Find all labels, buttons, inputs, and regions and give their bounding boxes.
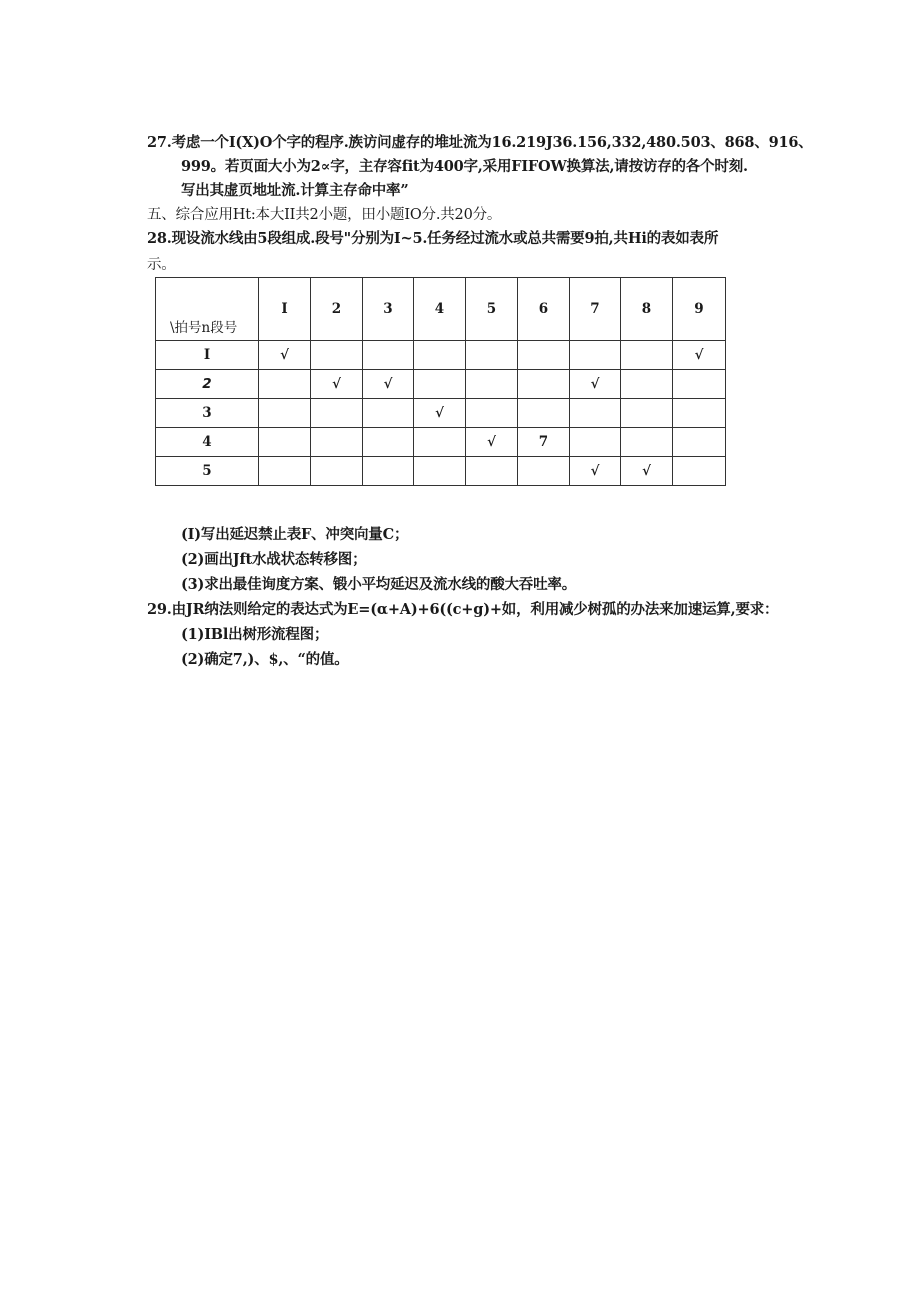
table-cell bbox=[259, 370, 311, 399]
table-cell bbox=[518, 341, 570, 370]
table-row bbox=[156, 370, 726, 399]
table-row bbox=[156, 399, 726, 428]
segment-label: 3 bbox=[156, 399, 259, 428]
q29-subquestion-1: (1)IBl出树形流程图； bbox=[181, 626, 329, 643]
table-cell: √ bbox=[570, 370, 621, 399]
table-header-row bbox=[156, 278, 726, 341]
table-row bbox=[156, 457, 726, 486]
table-row bbox=[156, 341, 726, 370]
table-cell bbox=[518, 457, 570, 486]
table-cell: √ bbox=[621, 457, 673, 486]
beat-header: 2 bbox=[311, 278, 363, 341]
beat-header: 8 bbox=[621, 278, 673, 341]
table-cell: √ bbox=[259, 341, 311, 370]
table-cell bbox=[311, 341, 363, 370]
table-cell: √ bbox=[414, 399, 466, 428]
segment-label: I bbox=[156, 341, 259, 370]
table-cell bbox=[621, 399, 673, 428]
q29-subquestion-2: (2)确定7,)、$,、“的值。 bbox=[181, 651, 349, 668]
table-cell bbox=[570, 341, 621, 370]
q28-subquestion-2: (2)画出Jft水战状态转移图； bbox=[181, 551, 367, 568]
table-cell bbox=[570, 399, 621, 428]
table-cell bbox=[259, 457, 311, 486]
q28-line-2: 示。 bbox=[147, 257, 176, 273]
beat-header: 3 bbox=[363, 278, 414, 341]
table-cell bbox=[466, 457, 518, 486]
table-cell bbox=[518, 370, 570, 399]
table-cell bbox=[414, 370, 466, 399]
table-cell bbox=[673, 399, 726, 428]
q27-line-1: 27.考虑一个I(X)O个字的程序.族访问虚存的堆址流为16.219J36.156,332,480.503、868、916、 bbox=[147, 134, 813, 151]
table-cell bbox=[518, 399, 570, 428]
beat-header: 6 bbox=[518, 278, 570, 341]
segment-label: 5 bbox=[156, 457, 259, 486]
beat-header: 4 bbox=[414, 278, 466, 341]
q28-subquestion-1: (I)写出延迟禁止表F、冲突向量C； bbox=[181, 526, 409, 543]
segment-label: 2 bbox=[156, 370, 259, 399]
q27-line-3: 写出其虚页地址流.计算主存命中率” bbox=[181, 182, 409, 199]
table-cell: √ bbox=[311, 370, 363, 399]
table-cell bbox=[621, 428, 673, 457]
section-5-heading: 五、综合应用Ht:本大II共2小题，田小题IO分.共20分。 bbox=[147, 207, 502, 223]
table-cell bbox=[259, 399, 311, 428]
table-cell bbox=[673, 370, 726, 399]
table-cell bbox=[621, 341, 673, 370]
q29-line-1: 29.由JR纳法则给定的表达式为E=(α+A)+6((c+g)+如，利用减少树孤的办法来加速运算,要求： bbox=[147, 601, 779, 618]
beat-header: 9 bbox=[673, 278, 726, 341]
table-cell: 7 bbox=[518, 428, 570, 457]
table-cell bbox=[466, 341, 518, 370]
q28-subquestion-3: (3)求出最佳询度方案、锻小平均延迟及流水线的酸大吞吐率。 bbox=[181, 576, 577, 593]
reservation-table bbox=[155, 277, 726, 486]
table-cell: √ bbox=[466, 428, 518, 457]
table-cell: √ bbox=[570, 457, 621, 486]
table-cell: √ bbox=[673, 341, 726, 370]
table-cell bbox=[466, 370, 518, 399]
beat-header: I bbox=[259, 278, 311, 341]
table-cell bbox=[466, 399, 518, 428]
table-cell bbox=[570, 428, 621, 457]
table-cell bbox=[414, 457, 466, 486]
table-cell bbox=[311, 457, 363, 486]
table-cell bbox=[363, 428, 414, 457]
table-cell: √ bbox=[363, 370, 414, 399]
beat-header: 7 bbox=[570, 278, 621, 341]
table-cell bbox=[621, 370, 673, 399]
q28-line-1: 28.现设流水线由5段组成.段号"分别为I~5.任务经过流水或总共需要9拍,共Hi的表如表所 bbox=[147, 230, 719, 247]
table-corner-label: \拍号n段号 bbox=[156, 278, 259, 341]
table-cell bbox=[673, 428, 726, 457]
table-cell bbox=[673, 457, 726, 486]
table-cell bbox=[414, 341, 466, 370]
table-cell bbox=[311, 399, 363, 428]
table-cell bbox=[259, 428, 311, 457]
table-cell bbox=[363, 457, 414, 486]
table-cell bbox=[363, 399, 414, 428]
segment-label: 4 bbox=[156, 428, 259, 457]
table-cell bbox=[414, 428, 466, 457]
table-cell bbox=[363, 341, 414, 370]
q27-line-2: 999。若页面大小为2∝字，主存容fit为400字,采用FIFOW换算法,请按访存的各个时刻. bbox=[181, 158, 748, 175]
table-cell bbox=[311, 428, 363, 457]
table-row bbox=[156, 428, 726, 457]
beat-header: 5 bbox=[466, 278, 518, 341]
